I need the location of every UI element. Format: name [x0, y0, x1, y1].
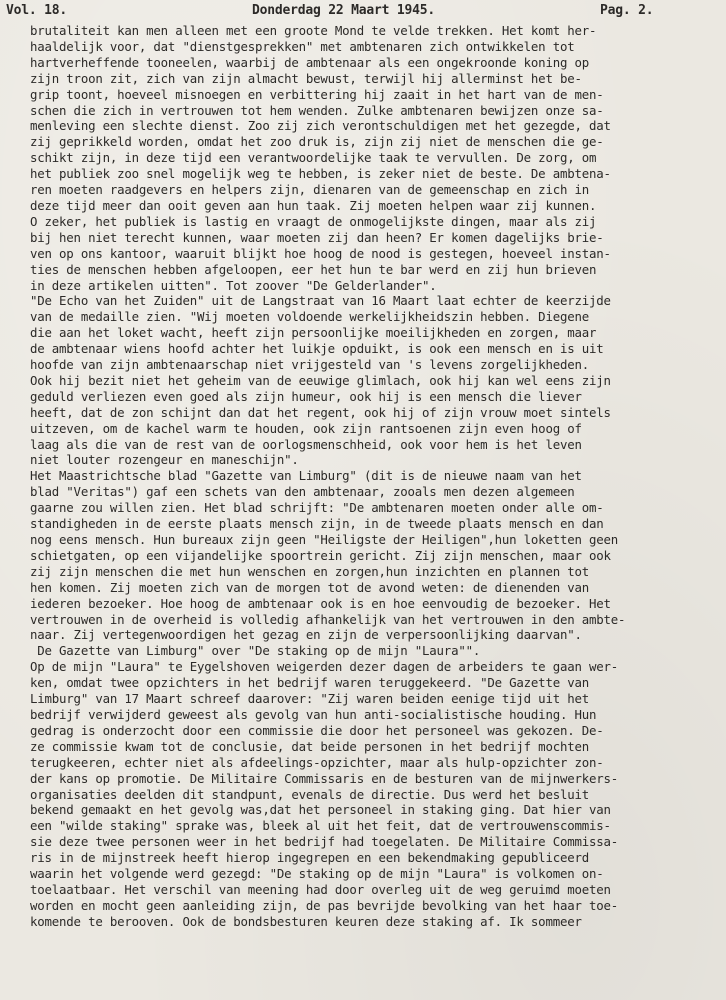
text-line: uitzeven, om de kachel warm te houden, ook zijn rantsoenen zijn even hoog of: [30, 420, 582, 436]
text-line: nog eens mensch. Hun bureaux zijn geen "Heiligste der Heiligen",hun loketten geen: [30, 532, 619, 547]
text-line: zij geprikkeld worden, omdat het zoo druk is, zijn zij niet de menschen die ge-: [30, 134, 604, 150]
text-line: ris in de mijnstreek heeft hierop ingegrepen en een bekendmaking gepubliceerd: [30, 850, 590, 866]
text-line: bij hen niet terecht kunnen, waar moeten zij dan heen? Er komen dagelijks brie-: [30, 229, 604, 245]
text-line: Limburg" van 17 Maart schreef daarover: "Zij waren beiden eenige tijd uit het: [30, 691, 590, 707]
text-line: een "wilde staking" sprake was, bleek al uit het feit, dat de vertrouwenscommis-: [30, 818, 611, 834]
page-number: Pag. 2.: [600, 3, 654, 18]
text-line: worden en mocht geen aanleiding zijn, de pas bevrijde bevolking van het haar toe-: [30, 897, 619, 913]
text-line: deze tijd meer dan ooit geven aan hun taak. Zij moeten helpen waar zij kunnen.: [30, 197, 597, 213]
issue-date: Donderdag 22 Maart 1945.: [252, 3, 436, 18]
text-line: zijn troon zit, zich van zijn almacht bewust, terwijl hij allerminst het be-: [30, 70, 582, 86]
typed-body-text: [30, 23, 720, 930]
text-line: hen komen. Zij moeten zich van de morgen tot de avond weten: de dienenden van: [30, 579, 590, 595]
text-line: hartverheffende tooneelen, waarbij de ambtenaar als een ongekroonde koning op: [30, 54, 590, 70]
text-line: het publiek zoo snel mogelijk weg te hebben, is zeker niet de beste. De ambtena-: [30, 166, 611, 182]
text-line: ties de menschen hebben afgeloopen, eer het hun te bar werd en zij hun brieven: [30, 261, 597, 277]
text-line: ven op ons kantoor, waaruit blijkt hoe hoog de nood is gestegen, hoeveel instan-: [30, 245, 611, 261]
text-line: "De Echo van het Zuiden" uit de Langstraat van 16 Maart laat echter de keerzijde: [30, 293, 611, 309]
text-line: schen die zich in vertrouwen tot hem wenden. Zulke ambtenaren bewijzen onze sa-: [30, 102, 604, 118]
text-line: heeft, dat de zon schijnt dan dat het regent, ook hij of zijn vrouw moet sintels: [30, 404, 611, 420]
text-line: ken, omdat twee opzichters in het bedrijf waren teruggekeerd. "De Gazette van: [30, 675, 590, 691]
text-line: schikt zijn, in deze tijd een verantwoordelijke taak te vervullen. De zorg, om: [30, 150, 597, 166]
text-line: toelaatbaar. Het verschil van meening had door overleg uit de weg geruimd moeten: [30, 881, 611, 897]
text-line: waarin het volgende werd gezegd: "De staking op de mijn "Laura" is volkomen on-: [30, 866, 604, 882]
text-line: ren moeten raadgevers en helpers zijn, dienaren van de gemeenschap en zich in: [30, 182, 590, 198]
text-line: van de medaille zien. "Wij moeten voldoende werkelijkheidszin hebben. Diegene: [30, 309, 590, 325]
text-line: sie deze twee personen weer in het bedrijf had toegelaten. De Militaire Commissa-: [30, 834, 619, 850]
text-line: iederen bezoeker. Hoe hoog de ambtenaar ook is en hoe eenvoudig de bezoeker. Het: [30, 595, 611, 611]
text-line: der kans op promotie. De Militaire Commissaris en de besturen van de mijnwerkers-: [30, 770, 619, 786]
text-line: Het Maastrichtsche blad "Gazette van Limburg" (dit is de nieuwe naam van het: [30, 468, 582, 484]
text-line: blad "Veritas") gaf een schets van den ambtenaar, zooals men dezen algemeen: [30, 484, 575, 500]
text-line: terugkeeren, echter niet als afdeelings-opzichter, maar als hulp-opzichter zon-: [30, 754, 604, 770]
text-line: haaldelijk voor, dat "dienstgesprekken" met ambtenaren zich ontwikkelen tot: [30, 38, 575, 54]
text-line: hoofde van zijn ambtenaarschap niet vrijgesteld van 's levens zorgelijkheden.: [30, 357, 590, 373]
text-line: bedrijf verwijderd geweest als gevolg van hun anti-socialistische houding. Hun: [30, 706, 597, 722]
text-line: brutaliteit kan men alleen met een groote Mond te velde trekken. Het komt her-: [30, 23, 597, 38]
text-line: in deze artikelen uitten". Tot zoover "De Gelderlander".: [30, 277, 437, 293]
text-line: niet louter rozengeur en maneschijn".: [30, 452, 299, 468]
text-line: organisaties deelden dit standpunt, evenals de directie. Dus werd het besluit: [30, 786, 590, 802]
text-line: laag als die van de rest van de oorlogsmenschheid, ook voor hem is het leven: [30, 436, 582, 452]
text-line: De Gazette van Limburg" over "De staking op de mijn "Laura"".: [30, 643, 481, 659]
text-line: geduld verliezen even goed als zijn humeur, ook hij is een mensch die liever: [30, 388, 582, 404]
text-line: gaarne zou willen zien. Het blad schrijft: "De ambtenaren moeten onder alle om-: [30, 500, 604, 516]
text-line: Ook hij bezit niet het geheim van de eeuwige glimlach, ook hij kan wel eens zijn: [30, 372, 611, 388]
text-line: vertrouwen in de overheid is volledig afhankelijk van het vertrouwen in den ambte-: [30, 611, 626, 627]
text-line: bekend gemaakt en het gevolg was,dat het personeel in staking ging. Dat hier van: [30, 802, 611, 818]
text-line: de ambtenaar wiens hoofd achter het luikje opduikt, is ook een mensch en is uit: [30, 341, 604, 357]
text-line: schietgaten, op een vijandelijke spoortrein gericht. Zij zijn menschen, maar ook: [30, 547, 611, 563]
volume-number: Vol. 18.: [6, 3, 68, 18]
text-line: Op de mijn "Laura" te Eygelshoven weigerden dezer dagen de arbeiders te gaan wer-: [30, 659, 619, 675]
page-header: [0, 3, 726, 23]
text-line: menleving een slechte dienst. Zoo zij zich verontschuldigen met het gezegde, dat: [30, 118, 611, 134]
text-line: die aan het loket wacht, heeft zijn persoonlijke moeilijkheden en zorgen, maar: [30, 325, 597, 341]
text-line: O zeker, het publiek is lastig en vraagt de onmogelijkste dingen, maar als zij: [30, 213, 597, 229]
text-line: komende te berooven. Ook de bondsbesturen keuren deze staking af. Ik sommeer: [30, 913, 582, 929]
text-line: standigheden in de eerste plaats mensch zijn, in de tweede plaats mensch en dan: [30, 516, 604, 532]
text-line: gedrag is onderzocht door een commissie die door het personeel was gekozen. De-: [30, 722, 604, 738]
text-line: zij zijn menschen die met hun wenschen en zorgen,hun inzichten en plannen tot: [30, 563, 590, 579]
text-line: grip toont, hoeveel misnoegen en verbittering hij zaait in het hart van de men-: [30, 86, 604, 102]
text-line: naar. Zij vertegenwoordigen het gezag en zijn de verpersoonlijking daarvan".: [30, 627, 582, 643]
text-line: ze commissie kwam tot de conclusie, dat beide personen in het bedrijf mochten: [30, 738, 590, 754]
